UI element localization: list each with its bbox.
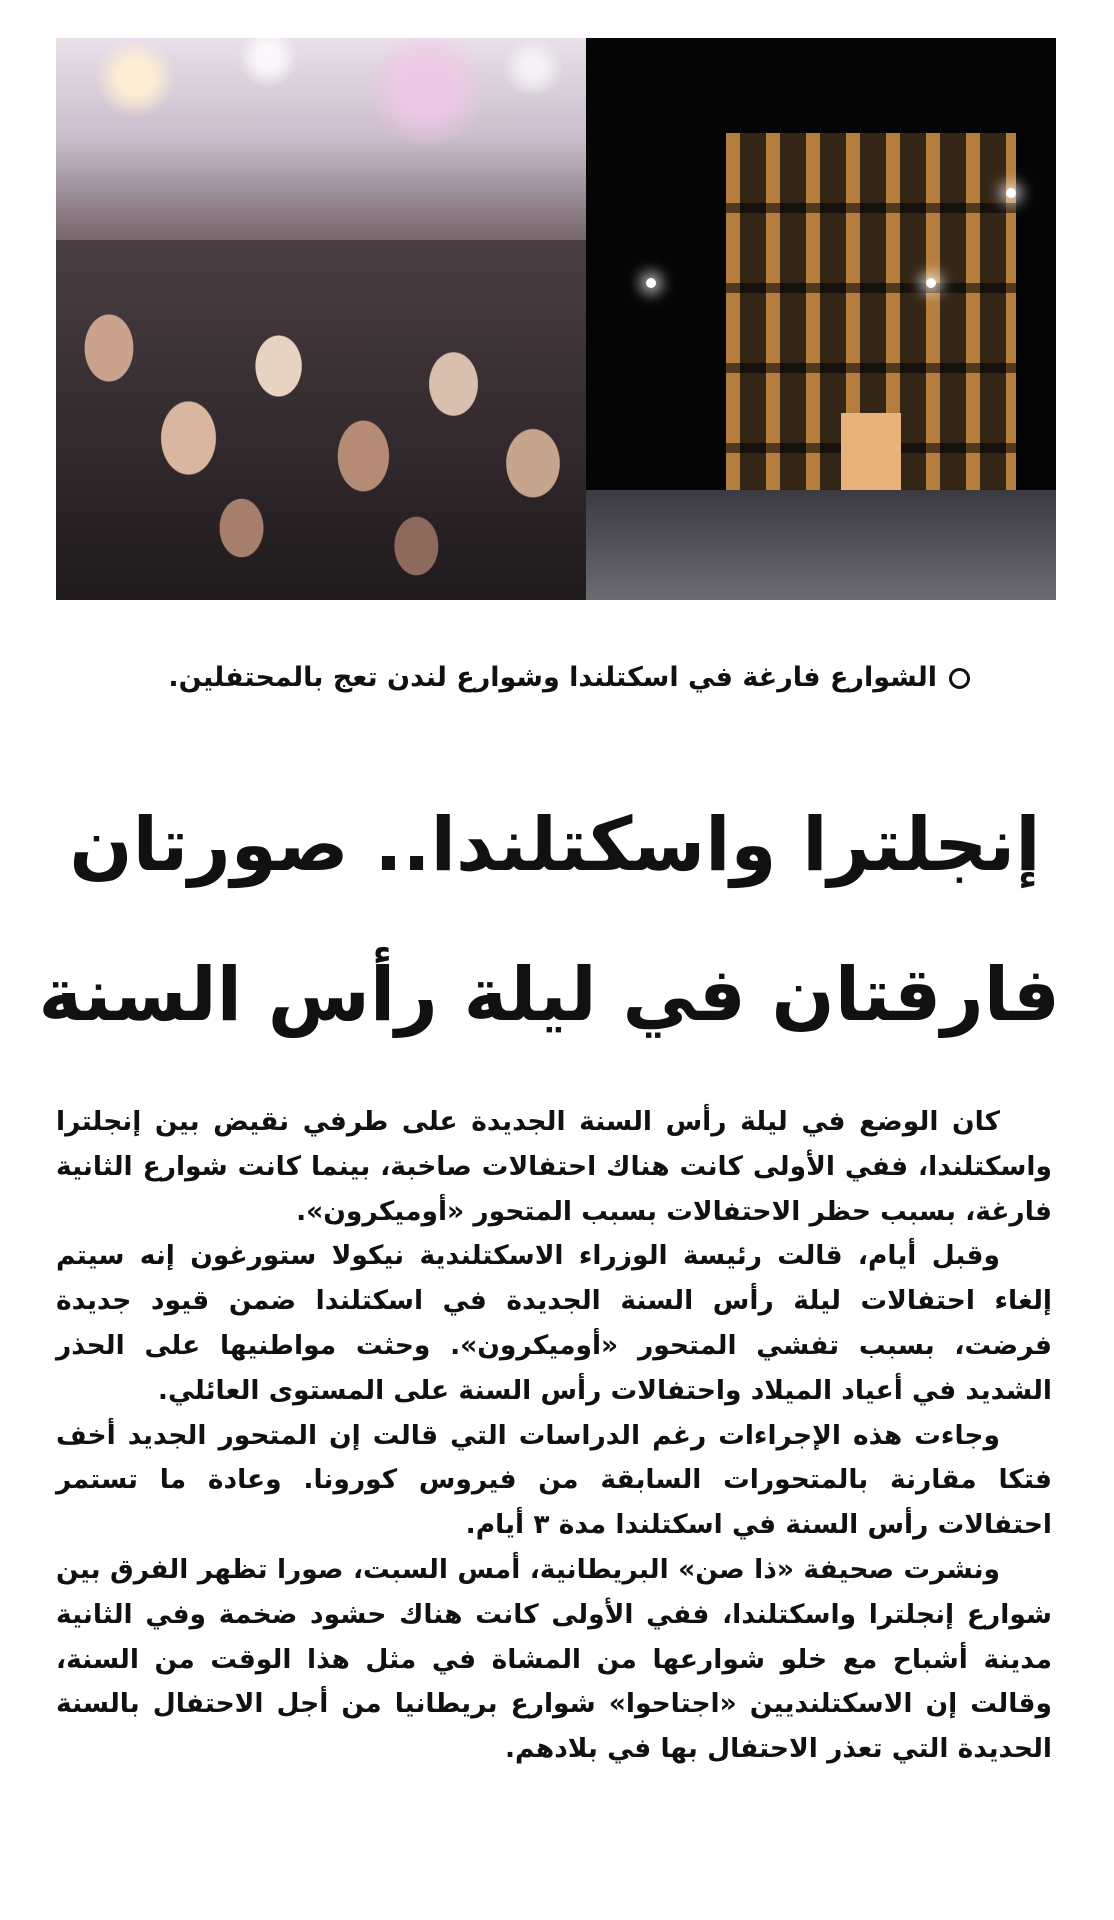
- paragraph-4: ونشرت صحيفة «ذا صن» البريطانية، أمس السبت، صورا تظهر الفرق بين شوارع إنجلترا واسكتلندا، ففي الأولى كانت هناك حشود ضخمة وفي الثانية مدينة أشباح مع خلو شوارعها من المشاة في مثل هذا الوقت من السنة، وقالت إن الاسكتلنديين «اجتاحوا» شوارع بريطانيا من أجل الاحتفال بالسنة الحديدة التي تعذر الاحتفال بها في بلادهم.: [56, 1553, 1052, 1765]
- edinburgh-empty-street-photo: [586, 38, 1056, 600]
- caption-text: الشوارع فارغة في اسكتلندا وشوارع لندن تعج بالمحتفلين.: [168, 662, 937, 693]
- paragraph-2: وقبل أيام، قالت رئيسة الوزراء الاسكتلندية نيكولا ستورغون إنه سيتم إلغاء احتفالات ليلة رأس السنة الجديدة في اسكتلندا ضمن قيود جديدة فرضت، بسبب تفشي المتحور «أوميكرون». وحثت مواطنيها على الحذر الشديد في أعياد الميلاد واحتفالات رأس السنة على المستوى العائلي.: [56, 1240, 1052, 1406]
- photo-caption: [80, 658, 970, 698]
- headline-line-2: فارقتان في ليلة رأس السنة: [38, 952, 1060, 1038]
- london-crowd-photo: [56, 38, 586, 600]
- photo-pair: [56, 38, 1056, 600]
- headline: [38, 770, 1060, 1070]
- article-body: [56, 1100, 1052, 1772]
- street-lamp: [646, 278, 656, 288]
- paragraph-1: كان الوضع في ليلة رأس السنة الجديدة على طرفي نقيض بين إنجلترا واسكتلندا، ففي الأولى كانت هناك احتفالات صاخبة، بينما كانت شوارع الثانية فارغة، بسبب حظر الاحتفالات بسبب المتحور «أوميكرون».: [56, 1106, 1052, 1227]
- street-lamp: [1006, 188, 1016, 198]
- crowd: [56, 240, 586, 600]
- paragraph-3: وجاءت هذه الإجراءات رغم الدراسات التي قالت إن المتحور الجديد أخف فتكا مقارنة بالمتحورات السابقة من فيروس كورونا. وعادة ما تستمر احتفالات رأس السنة في اسكتلندا مدة ٣ أيام.: [56, 1419, 1052, 1541]
- street-lights: [56, 38, 586, 238]
- street-lamp: [926, 278, 936, 288]
- circle-bullet-icon: [949, 668, 970, 689]
- headline-line-1: إنجلترا واسكتلندا.. صورتان: [69, 802, 1041, 888]
- empty-road: [586, 490, 1056, 600]
